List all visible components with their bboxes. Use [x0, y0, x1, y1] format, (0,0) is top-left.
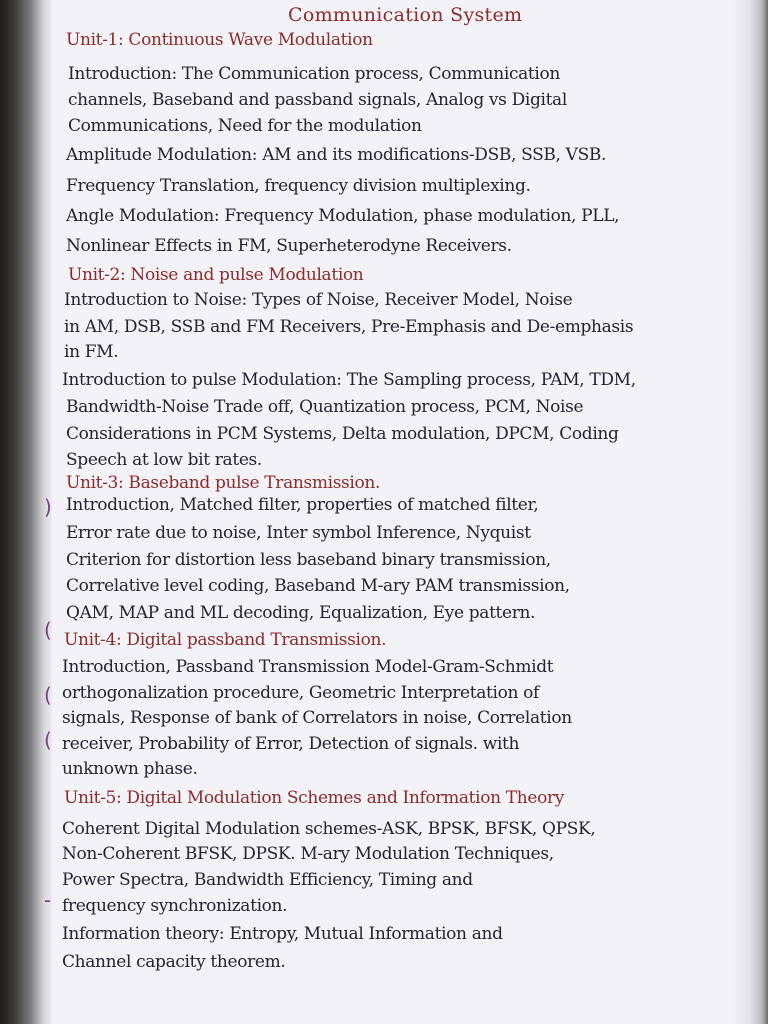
margin-mark: )	[44, 495, 52, 519]
text-line: Introduction, Passband Transmission Model-Gram-Schmidt	[62, 657, 554, 677]
unit-heading: Unit-4: Digital passband Transmission.	[64, 630, 387, 650]
page-title: Communication System	[288, 4, 523, 26]
text-line: Introduction to Noise: Types of Noise, Receiver Model, Noise	[64, 290, 573, 310]
text-line: Channel capacity theorem.	[62, 952, 286, 972]
margin-mark: (	[44, 618, 52, 642]
text-line: Introduction to pulse Modulation: The Sampling process, PAM, TDM,	[62, 370, 636, 390]
text-line: Correlative level coding, Baseband M-ary PAM transmission,	[66, 576, 570, 596]
text-line: Error rate due to noise, Inter symbol Inference, Nyquist	[66, 523, 531, 543]
margin-mark: -	[44, 888, 52, 912]
text-line: Communications, Need for the modulation	[68, 116, 422, 136]
text-line: frequency synchronization.	[62, 896, 288, 916]
unit-heading: Unit-1: Continuous Wave Modulation	[66, 30, 373, 50]
text-line: unknown phase.	[62, 759, 198, 779]
margin-mark: (	[44, 728, 52, 752]
text-line: Nonlinear Effects in FM, Superheterodyne Receivers.	[66, 236, 512, 256]
text-line: Non-Coherent BFSK, DPSK. M-ary Modulation Techniques,	[62, 844, 554, 864]
text-line: channels, Baseband and passband signals, Analog vs Digital	[68, 90, 567, 110]
text-line: receiver, Probability of Error, Detection of signals. with	[62, 734, 520, 754]
page-edge-shadow	[730, 0, 768, 1024]
text-line: Speech at low bit rates.	[66, 450, 262, 470]
text-line: signals, Response of bank of Correlators in noise, Correlation	[62, 708, 572, 728]
text-line: Introduction: The Communication process, Communication	[68, 64, 560, 84]
unit-heading: Unit-5: Digital Modulation Schemes and Information Theory	[64, 788, 564, 808]
text-line: in AM, DSB, SSB and FM Receivers, Pre-Emphasis and De-emphasis	[64, 317, 634, 337]
text-line: Information theory: Entropy, Mutual Information and	[62, 924, 503, 944]
text-line: Criterion for distortion less baseband binary transmission,	[66, 550, 551, 570]
text-line: in FM.	[64, 342, 119, 362]
margin-mark: (	[44, 683, 52, 707]
unit-heading: Unit-2: Noise and pulse Modulation	[68, 265, 364, 285]
text-line: orthogonalization procedure, Geometric Interpretation of	[62, 683, 539, 703]
text-line: Angle Modulation: Frequency Modulation, phase modulation, PLL,	[66, 206, 620, 226]
text-line: Coherent Digital Modulation schemes-ASK, BPSK, BFSK, QPSK,	[62, 819, 596, 839]
text-line: Considerations in PCM Systems, Delta modulation, DPCM, Coding	[66, 424, 619, 444]
text-line: Amplitude Modulation: AM and its modifications-DSB, SSB, VSB.	[66, 145, 607, 165]
text-line: Bandwidth-Noise Trade off, Quantization process, PCM, Noise	[66, 397, 584, 417]
text-line: Introduction, Matched filter, properties of matched filter,	[66, 495, 539, 515]
unit-heading: Unit-3: Baseband pulse Transmission.	[66, 473, 381, 493]
page-content	[62, 0, 730, 1024]
text-line: Power Spectra, Bandwidth Efficiency, Timing and	[62, 870, 473, 890]
text-line: Frequency Translation, frequency division multiplexing.	[66, 176, 531, 196]
text-line: QAM, MAP and ML decoding, Equalization, Eye pattern.	[66, 603, 536, 623]
